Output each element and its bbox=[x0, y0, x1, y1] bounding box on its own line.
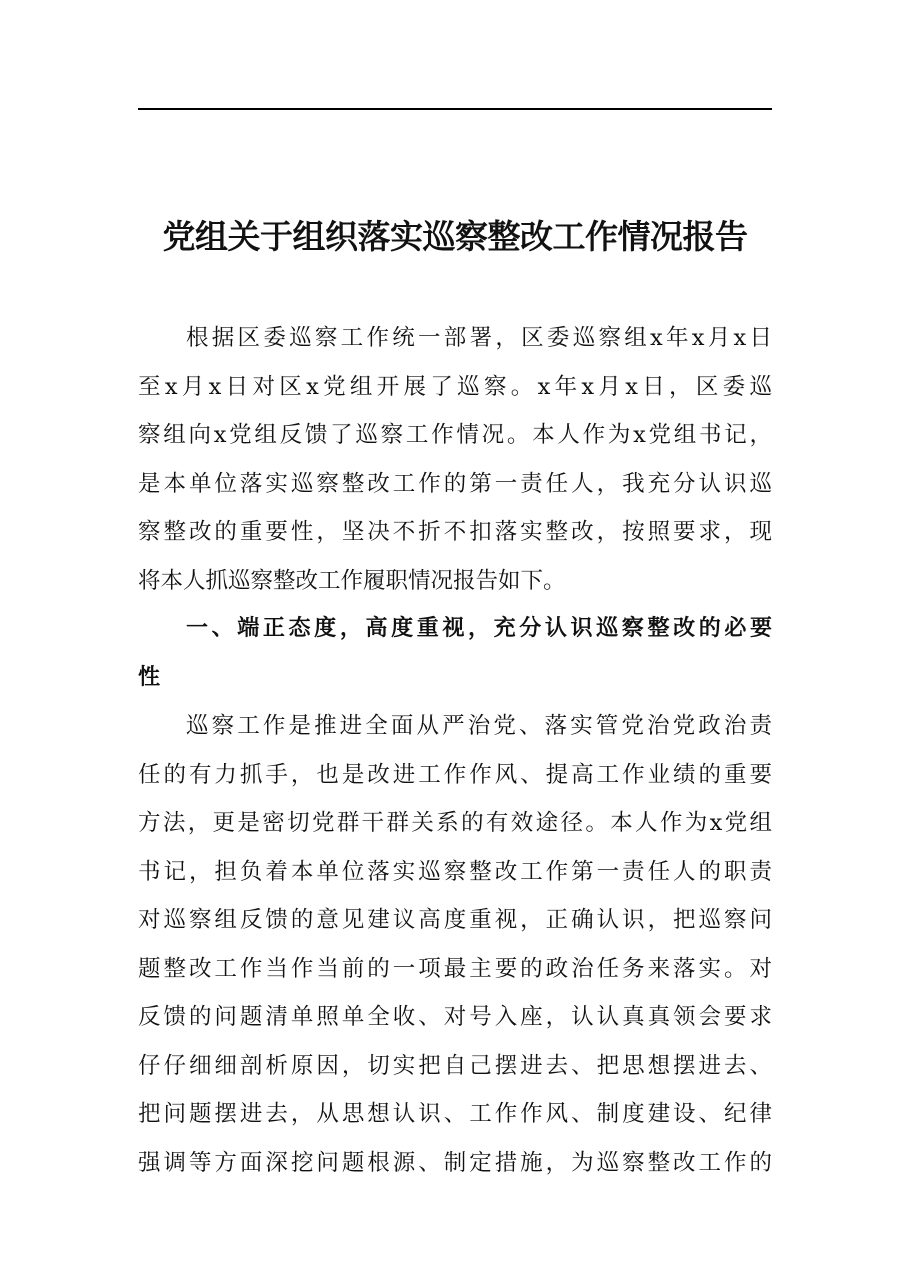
paragraph-1-line: 至x月x日对区x党组开展了巡察。x年x月x日，区委巡 bbox=[138, 373, 772, 400]
paragraph-2-line: 书记，担负着本单位落实巡察整改工作第一责任人的职责 bbox=[138, 858, 772, 885]
paragraph-1-line: 察组向x党组反馈了巡察工作情况。本人作为x党组书记， bbox=[138, 422, 772, 448]
paragraph-1-line: 察整改的重要性，坚决不折不扣落实整改，按照要求，现 bbox=[138, 519, 772, 545]
paragraph-2-line: 把问题摆进去，从思想认识、工作作风、制度建设、纪律 bbox=[138, 1101, 772, 1127]
section-heading-line: 性 bbox=[138, 664, 161, 690]
paragraph-1-line: 根据区委巡察工作统一部署，区委巡察组x年x月x日 bbox=[186, 325, 772, 351]
paragraph-2-line: 反馈的问题清单照单全收、对号入座，认认真真领会要求 bbox=[138, 1004, 772, 1030]
paragraph-2-line: 仔仔细细剖析原因，切实把自己摆进去、把思想摆进去、 bbox=[138, 1052, 772, 1079]
paragraph-1-line: 是本单位落实巡察整改工作的第一责任人，我充分认识巡 bbox=[138, 470, 772, 497]
document-body bbox=[138, 314, 772, 1187]
paragraph-1-line: 将本人抓巡察整改工作履职情况报告如下。 bbox=[138, 567, 566, 594]
paragraph-2-line: 任的有力抓手，也是改进工作作风、提高工作业绩的重要 bbox=[138, 761, 772, 788]
paragraph-2-line: 对巡察组反馈的意见建议高度重视，正确认识，把巡察问 bbox=[138, 907, 772, 933]
document-title: 党组关于组织落实巡察整改工作情况报告 bbox=[162, 217, 748, 256]
paragraph-2-line: 方法，更是密切党群干群关系的有效途径。本人作为x党组 bbox=[138, 810, 772, 836]
section-heading-line: 一、端正态度，高度重视，充分认识巡察整改的必要 bbox=[186, 616, 772, 641]
header-rule bbox=[138, 108, 772, 110]
paragraph-2-line: 巡察工作是推进全面从严治党、落实管党治党政治责 bbox=[186, 713, 772, 739]
paragraph-2-line: 强调等方面深挖问题根源、制定措施，为巡察整改工作的 bbox=[138, 1149, 772, 1176]
paragraph-2-line: 题整改工作当作当前的一项最主要的政治任务来落实。对 bbox=[138, 955, 772, 982]
